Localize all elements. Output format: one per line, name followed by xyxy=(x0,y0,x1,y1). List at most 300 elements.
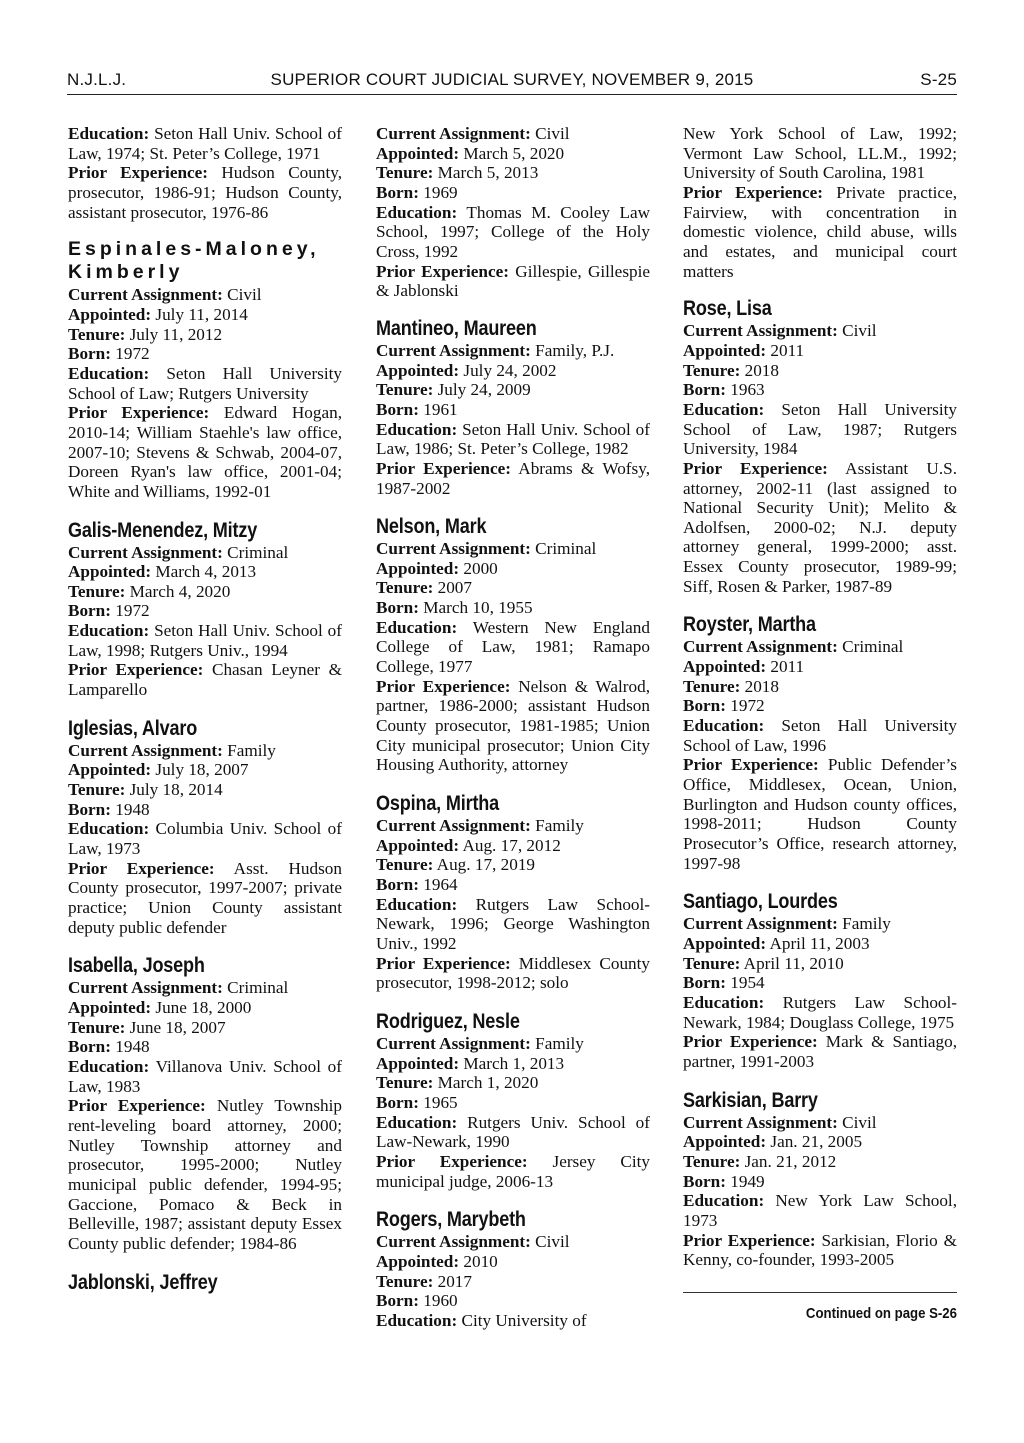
field-value: Columbia Univ. School of Law, 1973 xyxy=(68,819,342,859)
field-label: Tenure: xyxy=(376,380,434,400)
bio-field xyxy=(68,1018,342,1038)
field-value: New York Law School, 1973 xyxy=(683,1191,957,1230)
field-value: 2011 xyxy=(770,657,805,677)
judge-entry-continued xyxy=(68,124,342,222)
bio-field xyxy=(376,1093,650,1113)
field-label: Born: xyxy=(68,1037,111,1057)
field-value: March 1, 2020 xyxy=(437,1073,539,1093)
judge-entry xyxy=(683,297,957,596)
field-label: Born: xyxy=(68,344,111,364)
field-value: March 10, 1955 xyxy=(423,598,533,618)
bio-field xyxy=(376,1073,650,1093)
bio-field xyxy=(683,361,957,381)
field-value: 1949 xyxy=(730,1171,765,1191)
field-label: Prior Experience: xyxy=(376,1151,528,1171)
bio-field xyxy=(683,677,957,697)
field-value: 2018 xyxy=(744,360,779,380)
field-label: Current Assignment: xyxy=(68,542,223,562)
judge-entry xyxy=(376,792,650,993)
bio-field xyxy=(376,1152,650,1191)
field-label: Tenure: xyxy=(68,581,126,601)
field-value: Civil xyxy=(842,1112,877,1132)
field-value: 1969 xyxy=(423,182,458,202)
field-value: Seton Hall Univ. School of Law, 1986; St. Peter’s College, 1982 xyxy=(376,419,650,459)
field-label: Education: xyxy=(683,1191,765,1211)
field-label: Education: xyxy=(376,1310,458,1330)
field-label: Appointed: xyxy=(376,1251,460,1271)
judge-name: Sarkisian, Barry xyxy=(683,1088,818,1112)
field-label: Tenure: xyxy=(376,1271,434,1291)
bio-field xyxy=(68,819,342,858)
field-label: Current Assignment: xyxy=(68,740,223,760)
field-label: Prior Experience: xyxy=(68,660,204,680)
field-value: Thomas M. Cooley Law School, 1997; College of the Holy Cross, 1992 xyxy=(376,202,650,261)
bio-field xyxy=(683,124,957,183)
judge-name: Rogers, Marybeth xyxy=(376,1208,526,1232)
field-label: Education: xyxy=(68,124,150,143)
field-label: Appointed: xyxy=(68,997,152,1017)
field-label: Education: xyxy=(376,202,458,222)
field-label: Prior Experience: xyxy=(376,676,511,696)
field-value: Civil xyxy=(535,1232,570,1252)
bio-field xyxy=(376,163,650,183)
field-label: Current Assignment: xyxy=(376,124,531,143)
field-value: Jersey City municipal judge, 2006-13 xyxy=(376,1151,651,1191)
bio-field xyxy=(683,1231,957,1270)
judge-entry xyxy=(683,613,957,873)
field-label: Prior Experience: xyxy=(683,755,819,775)
field-value: Family xyxy=(535,1033,584,1053)
field-label: Appointed: xyxy=(68,760,152,780)
bio-field xyxy=(68,998,342,1018)
field-value: Aug. 17, 2019 xyxy=(436,855,536,875)
field-value: Jan. 21, 2005 xyxy=(770,1132,863,1152)
judge-name: Rodriguez, Nesle xyxy=(376,1009,520,1033)
bio-field xyxy=(68,562,342,582)
bio-field xyxy=(376,400,650,420)
bio-field xyxy=(68,305,342,325)
bio-field xyxy=(683,1032,957,1071)
bio-field xyxy=(683,993,957,1032)
field-label: Education: xyxy=(68,621,150,641)
bio-field xyxy=(68,621,342,660)
field-label: Born: xyxy=(68,799,111,819)
field-label: Prior Experience: xyxy=(376,458,511,478)
field-label: Current Assignment: xyxy=(68,978,223,998)
field-value: Nutley Township rent-leveling board attorney, 2000; Nutley Township attorney and prosecutor, 1995-2000; Nutley municipal public defender, 1994-95; Gaccione, Pomaco & Beck in Belleville, 1987; assistant deputy Essex County public defender; 1984-86 xyxy=(68,1096,342,1253)
field-label: Tenure: xyxy=(376,578,434,598)
bio-field xyxy=(683,657,957,677)
field-value: Civil xyxy=(535,124,570,143)
field-value: 1965 xyxy=(423,1092,458,1112)
bio-field xyxy=(68,760,342,780)
bio-field xyxy=(683,1191,957,1230)
field-label: Education: xyxy=(68,1056,150,1076)
field-value: Seton Hall University School of Law, 1987; Rutgers University, 1984 xyxy=(683,399,957,459)
field-value: 1972 xyxy=(115,601,150,621)
bio-field xyxy=(68,660,342,699)
judge-name: Espinales-Maloney, Kimberly xyxy=(68,238,320,284)
field-label: Education: xyxy=(683,992,765,1012)
bio-field xyxy=(376,262,650,301)
bio-field xyxy=(683,755,957,873)
bio-field xyxy=(376,380,650,400)
bio-field xyxy=(376,1054,650,1074)
bio-field xyxy=(683,341,957,361)
field-label: Born: xyxy=(683,973,726,993)
field-label: Current Assignment: xyxy=(683,637,838,657)
judge-name: Rose, Lisa xyxy=(683,297,772,321)
field-label: Tenure: xyxy=(68,780,126,800)
bio-field xyxy=(683,716,957,755)
field-label: Tenure: xyxy=(683,953,741,973)
bio-field xyxy=(683,400,957,459)
field-label: Education: xyxy=(683,399,765,419)
field-value: July 18, 2014 xyxy=(129,780,223,800)
judge-name: Iglesias, Alvaro xyxy=(68,716,198,740)
field-label: Appointed: xyxy=(683,657,767,677)
field-value: 2007 xyxy=(437,578,472,598)
bio-field xyxy=(683,321,957,341)
judge-entry xyxy=(68,519,342,700)
field-value: July 18, 2007 xyxy=(155,760,249,780)
field-label: Tenure: xyxy=(683,360,741,380)
bio-field xyxy=(68,601,342,621)
bio-field xyxy=(376,144,650,164)
field-label: Appointed: xyxy=(376,360,460,380)
field-value: Civil xyxy=(842,321,877,341)
field-value: July 11, 2012 xyxy=(129,324,223,344)
bio-field xyxy=(376,954,650,993)
field-value: Family, P.J. xyxy=(535,340,615,360)
judge-entry xyxy=(683,890,957,1071)
field-label: Current Assignment: xyxy=(376,1232,531,1252)
field-label: Education: xyxy=(376,419,458,439)
judge-name: Royster, Martha xyxy=(683,613,816,637)
field-label: Prior Experience: xyxy=(683,458,828,478)
field-value: 1972 xyxy=(730,696,765,716)
field-value: Family xyxy=(842,914,891,934)
bio-field xyxy=(683,1132,957,1152)
bio-field xyxy=(683,1152,957,1172)
field-value: June 18, 2007 xyxy=(129,1017,226,1037)
column-2 xyxy=(376,124,650,1347)
page-header xyxy=(67,66,957,95)
bio-field xyxy=(376,124,650,144)
bio-field xyxy=(376,618,650,677)
field-label: Prior Experience: xyxy=(68,858,215,878)
field-label: Tenure: xyxy=(68,324,126,344)
bio-field xyxy=(376,1232,650,1252)
field-value: Nelson & Walrod, partner, 1986-2000; assistant Hudson County prosecutor, 1981-1985; Union City municipal prosecutor; Union City Housing Authority, attorney xyxy=(376,676,650,775)
field-value: 1963 xyxy=(730,380,765,400)
bio-field xyxy=(68,1057,342,1096)
field-value: 2018 xyxy=(744,676,779,696)
bio-field xyxy=(376,1272,650,1292)
bio-field xyxy=(68,859,342,938)
field-label: Tenure: xyxy=(68,1017,126,1037)
continued-note: Continued on page S-26 xyxy=(805,1304,957,1322)
field-value: Chasan Leyner & Lamparello xyxy=(68,660,342,700)
field-value: Middlesex County prosecutor, 1998-2012; solo xyxy=(376,953,650,993)
bio-field xyxy=(376,1311,650,1331)
bio-field xyxy=(68,325,342,345)
field-label: Tenure: xyxy=(683,1151,741,1171)
judge-name: Ospina, Mirtha xyxy=(376,792,500,816)
bio-field xyxy=(68,1037,342,1057)
field-value: Seton Hall Univ. School of Law, 1998; Rutgers Univ., 1994 xyxy=(68,621,342,660)
field-value: Edward Hogan, 2010-14; William Staehle's law office, 2007-10; Stevens & Schwab, 2004-07, Doreen Ryan's law office, 2001-04; White and Williams, 1992-01 xyxy=(68,403,342,501)
field-value: 2000 xyxy=(463,558,498,578)
field-label: Tenure: xyxy=(683,676,741,696)
bio-field xyxy=(68,124,342,163)
bio-field xyxy=(376,578,650,598)
field-label: Prior Experience: xyxy=(683,1230,816,1250)
field-value: 2017 xyxy=(437,1271,472,1291)
field-label: Appointed: xyxy=(376,835,460,855)
bio-field xyxy=(683,934,957,954)
field-value: Aug. 17, 2012 xyxy=(462,835,561,855)
field-label: Education: xyxy=(683,716,765,736)
field-value: Rutgers Law School-Newark, 1996; George Washington Univ., 1992 xyxy=(376,894,651,953)
page-number: S-25 xyxy=(920,70,957,89)
judge-entry xyxy=(683,1089,957,1270)
field-value: 1948 xyxy=(115,799,150,819)
bio-field xyxy=(68,978,342,998)
judge-name: Santiago, Lourdes xyxy=(683,890,838,914)
field-label: Tenure: xyxy=(376,855,434,875)
bio-field xyxy=(68,741,342,761)
field-label: Education: xyxy=(68,819,150,839)
field-value: March 4, 2020 xyxy=(129,581,231,601)
field-value: Family xyxy=(535,816,584,836)
bio-field xyxy=(376,183,650,203)
field-label: Education: xyxy=(376,617,458,637)
field-label: Current Assignment: xyxy=(376,1033,531,1053)
bio-field xyxy=(376,539,650,559)
bio-field xyxy=(376,361,650,381)
publication-abbrev: N.J.L.J. xyxy=(67,70,127,89)
field-label: Appointed: xyxy=(683,340,767,360)
bio-field xyxy=(376,1034,650,1054)
field-value: Mark & Santiago, partner, 1991-2003 xyxy=(683,1032,957,1071)
bio-field xyxy=(68,780,342,800)
judge-entry xyxy=(68,717,342,938)
field-value: 1948 xyxy=(115,1037,150,1057)
judge-entry xyxy=(68,954,342,1253)
bio-field xyxy=(376,1291,650,1311)
bio-field xyxy=(376,341,650,361)
bio-field xyxy=(683,380,957,400)
field-label: Born: xyxy=(376,875,419,894)
field-value: July 24, 2002 xyxy=(463,360,557,380)
field-label: Tenure: xyxy=(376,163,434,183)
bio-field xyxy=(376,459,650,498)
field-value: Private practice, Fairview, with concentration in domestic violence, child abuse, wills and estates, and municipal court matters xyxy=(683,182,957,281)
judge-entry xyxy=(376,515,650,775)
field-label: Appointed: xyxy=(376,1053,460,1073)
running-title: SUPERIOR COURT JUDICIAL SURVEY, NOVEMBER 9, 2015 xyxy=(270,70,754,89)
field-value: April 11, 2010 xyxy=(743,953,844,973)
field-value: 1954 xyxy=(730,973,765,993)
field-value: 2010 xyxy=(463,1251,498,1271)
field-label: Appointed: xyxy=(68,562,152,582)
field-value: Jan. 21, 2012 xyxy=(744,1151,837,1171)
field-label: Prior Experience: xyxy=(68,403,210,423)
field-value: New York School of Law, 1992; Vermont Law School, LL.M., 1992; University of South Carolina, 1981 xyxy=(683,124,957,183)
field-label: Appointed: xyxy=(376,143,460,163)
field-value: Criminal xyxy=(227,542,289,562)
field-value: City University of xyxy=(461,1310,587,1330)
field-value: Family xyxy=(227,740,276,760)
bio-field xyxy=(683,973,957,993)
field-value: Criminal xyxy=(842,637,904,657)
judge-entry-continued xyxy=(683,124,957,281)
field-label: Appointed: xyxy=(376,558,460,578)
judge-entry xyxy=(376,317,650,498)
field-value: Assistant U.S. attorney, 2002-11 (last assigned to National Security Unit); Melito & Adolfsen, 2000-02; N.J. deputy attorney general, 1999-2000; asst. Essex County prosecutor, 1989-99; Siff, Rosen & Parker, 1987-89 xyxy=(683,458,957,596)
field-label: Current Assignment: xyxy=(376,816,531,836)
field-label: Born: xyxy=(376,1291,419,1311)
judge-name: Galis-Menendez, Mitzy xyxy=(68,518,258,542)
judge-entry xyxy=(68,1271,342,1294)
field-label: Appointed: xyxy=(683,1132,767,1152)
field-value: Seton Hall University School of Law, 1996 xyxy=(683,716,957,755)
bio-field xyxy=(68,163,342,222)
field-value: March 4, 2013 xyxy=(155,562,257,582)
field-value: June 18, 2000 xyxy=(155,997,252,1017)
column-1 xyxy=(68,124,342,1311)
field-value: Criminal xyxy=(227,978,289,998)
field-label: Current Assignment: xyxy=(683,321,838,341)
field-value: 1972 xyxy=(115,344,150,364)
field-label: Appointed: xyxy=(683,933,767,953)
judge-entry xyxy=(376,1010,650,1191)
field-label: Born: xyxy=(683,380,726,400)
bio-field xyxy=(376,855,650,875)
bio-field xyxy=(683,1172,957,1192)
field-label: Current Assignment: xyxy=(376,340,531,360)
field-value: 1960 xyxy=(423,1291,458,1311)
field-value: Villanova Univ. School of Law, 1983 xyxy=(68,1056,342,1096)
bio-field xyxy=(683,914,957,934)
bio-field xyxy=(68,344,342,364)
field-label: Prior Experience: xyxy=(683,182,823,202)
bio-field xyxy=(68,582,342,602)
bio-field xyxy=(68,800,342,820)
field-value: March 1, 2013 xyxy=(463,1053,565,1073)
bio-field xyxy=(68,285,342,305)
judge-name: Jablonski, Jeffrey xyxy=(68,1270,218,1294)
field-label: Born: xyxy=(683,696,726,716)
field-value: Rutgers Univ. School of Law-Newark, 1990 xyxy=(376,1112,650,1152)
bio-field xyxy=(376,420,650,459)
field-label: Born: xyxy=(376,598,419,618)
field-value: Abrams & Wofsy, 1987-2002 xyxy=(376,458,650,498)
field-value: Sarkisian, Florio & Kenny, co-founder, 1993-2005 xyxy=(683,1230,958,1270)
field-value: March 5, 2013 xyxy=(437,163,539,183)
column-3 xyxy=(683,124,957,1323)
judge-name: Mantineo, Maureen xyxy=(376,316,537,340)
bio-field xyxy=(376,836,650,856)
field-label: Prior Experience: xyxy=(376,953,511,973)
field-label: Education: xyxy=(376,1112,458,1132)
field-label: Prior Experience: xyxy=(683,1032,818,1052)
field-value: March 5, 2020 xyxy=(463,143,565,163)
field-label: Education: xyxy=(68,363,150,383)
field-value: 1964 xyxy=(423,875,458,894)
field-value: Criminal xyxy=(535,539,597,559)
bio-field xyxy=(683,1113,957,1133)
judge-name: Nelson, Mark xyxy=(376,515,487,539)
field-label: Current Assignment: xyxy=(683,1112,838,1132)
bio-field xyxy=(68,403,342,501)
bio-field xyxy=(68,364,342,403)
field-value: Civil xyxy=(227,285,262,305)
judge-name: Isabella, Joseph xyxy=(68,954,205,978)
field-label: Current Assignment: xyxy=(68,285,223,305)
bio-field xyxy=(376,559,650,579)
field-value: Hudson County, prosecutor, 1986-91; Hudson County, assistant prosecutor, 1976-86 xyxy=(68,163,342,222)
bio-field xyxy=(683,183,957,281)
field-value: Western New England College of Law, 1981; Ramapo College, 1977 xyxy=(376,617,650,677)
field-value: 2011 xyxy=(770,340,805,360)
field-value: July 24, 2009 xyxy=(437,380,531,400)
field-value: Seton Hall University School of Law; Rutgers University xyxy=(68,363,342,403)
field-value: Rutgers Law School-Newark, 1984; Douglass College, 1975 xyxy=(683,992,958,1032)
field-label: Education: xyxy=(376,894,458,914)
field-label: Born: xyxy=(68,601,111,621)
field-value: July 11, 2014 xyxy=(155,304,248,324)
field-value: Public Defender’s Office, Middlesex, Ocean, Union, Burlington and Hudson county offices, 1998-2011; Hudson County Prosecutor’s Office, research attorney, 1997-98 xyxy=(683,755,957,873)
bio-field xyxy=(68,1096,342,1253)
divider xyxy=(683,1292,957,1293)
judge-entry xyxy=(68,238,342,501)
bio-field xyxy=(376,1113,650,1152)
bio-field xyxy=(683,637,957,657)
field-label: Prior Experience: xyxy=(68,163,208,183)
field-label: Born: xyxy=(376,399,419,419)
bio-field xyxy=(683,459,957,597)
bio-field xyxy=(376,598,650,618)
bio-field xyxy=(376,875,650,895)
bio-field xyxy=(683,696,957,716)
bio-field xyxy=(376,677,650,775)
field-value: Gillespie, Gillespie & Jablonski xyxy=(376,261,651,301)
field-label: Appointed: xyxy=(68,304,152,324)
bio-field xyxy=(376,203,650,262)
field-value: April 11, 2003 xyxy=(769,933,870,953)
field-value: Seton Hall Univ. School of Law, 1974; St. Peter’s College, 1971 xyxy=(68,124,342,163)
field-label: Tenure: xyxy=(376,1073,434,1093)
field-value: Asst. Hudson County prosecutor, 1997-2007; private practice; Union County assistant deputy public defender xyxy=(68,858,342,937)
bio-field xyxy=(376,1252,650,1272)
field-label: Born: xyxy=(683,1171,726,1191)
field-label: Current Assignment: xyxy=(683,914,838,934)
field-label: Born: xyxy=(376,1092,419,1112)
field-label: Current Assignment: xyxy=(376,539,531,559)
field-label: Born: xyxy=(376,182,419,202)
field-label: Prior Experience: xyxy=(68,1096,206,1116)
judge-entry xyxy=(376,1208,650,1330)
bio-field xyxy=(683,954,957,974)
bio-field xyxy=(376,816,650,836)
bio-field xyxy=(68,543,342,563)
field-label: Prior Experience: xyxy=(376,261,509,281)
judge-entry-continued xyxy=(376,124,650,301)
bio-field xyxy=(376,895,650,954)
field-value: 1961 xyxy=(423,399,458,419)
